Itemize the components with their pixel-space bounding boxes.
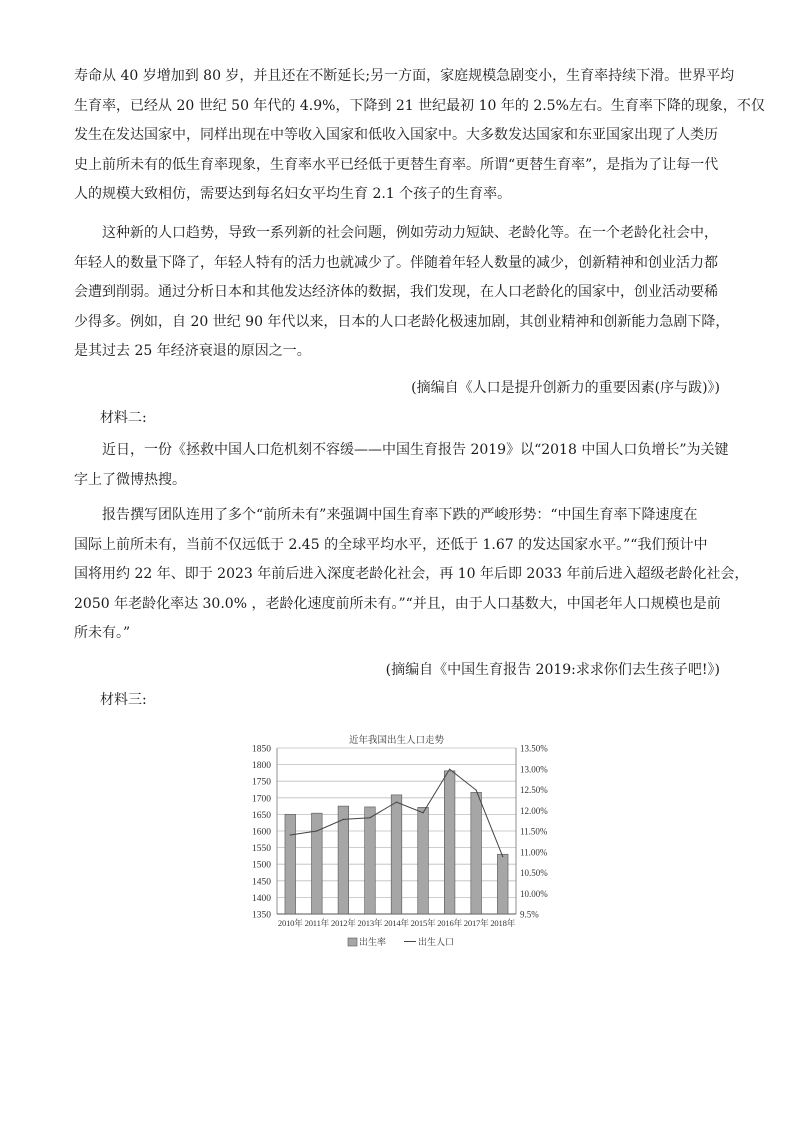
text-line: 年轻人的数量下降了，年轻人特有的活力也就减少了。伴随着年轻人数量的减少，创新精神和创业活力都 — [74, 254, 718, 271]
text-line: 是其过去 25 年经济衰退的原因之一。 — [74, 343, 311, 359]
x-axis-tick-label: 2011年 — [304, 918, 330, 928]
birth-population-chart — [236, 730, 572, 960]
left-axis-tick-label: 1850 — [252, 744, 271, 755]
bar-birth-rate — [391, 795, 402, 914]
bar-birth-rate — [444, 771, 455, 914]
point-birth-population — [476, 790, 477, 791]
point-birth-population — [369, 817, 370, 818]
right-axis-tick-label: 11.00% — [520, 847, 548, 858]
source-citation-2: (摘编自《中国生育报告 2019:求求你们去生孩子吧!》) — [385, 662, 720, 678]
left-axis-tick-label: 1350 — [252, 910, 271, 921]
point-birth-population — [422, 812, 423, 813]
chart-svg — [236, 730, 572, 960]
bar-birth-rate — [312, 813, 323, 914]
right-axis-tick-label: 9.5% — [520, 909, 539, 920]
point-birth-population — [316, 830, 317, 831]
left-axis-tick-label: 1750 — [252, 777, 271, 788]
right-axis-tick-label: 11.50% — [520, 826, 548, 837]
bar-birth-rate — [418, 807, 429, 914]
left-axis-tick-label: 1400 — [252, 893, 271, 904]
paragraph-4 — [74, 501, 749, 649]
bar-birth-rate — [497, 854, 508, 914]
text-line: 发生在发达国家中，同样出现在中等收入国家和低收入国家中。大多数发达国家和东亚国家出现了人类历 — [74, 127, 718, 143]
text-line: 近日，一份《拯救中国人口危机刻不容缓——中国生育报告 2019》以“2018 中国人口负增长”为关键 — [102, 442, 729, 458]
left-axis-tick-label: 1550 — [252, 844, 271, 855]
left-axis-tick-label: 1800 — [252, 761, 271, 772]
left-axis-tick-label: 1450 — [252, 877, 271, 888]
right-axis-tick-label: 13.50% — [520, 743, 548, 754]
left-axis-tick-label: 1650 — [252, 810, 271, 821]
text-line: 寿命从 40 岁增加到 80 岁，并且还在不断延长;另一方面，家庭规模急剧变小，生育率持续下滑。世界平均 — [74, 68, 735, 84]
chart-title: 近年我国出生人口走势 — [348, 736, 445, 746]
paragraph-3 — [74, 436, 729, 495]
x-axis-tick-label: 2010年 — [277, 918, 303, 928]
text-line: 史上前所未有的低生育率现象，生育率水平已经低于更替生育率。所谓“更替生育率”，是指为了让每一代 — [74, 156, 719, 173]
text-line: 生育率，已经从 20 世纪 50 年代的 4.9%，下降到 21 世纪最初 10 年的 2.5%左右。生育率下降的现象，不仅 — [74, 97, 765, 114]
paragraph-2 — [74, 219, 730, 367]
x-axis-tick-label: 2016年 — [437, 918, 463, 928]
left-axis-tick-label: 1700 — [252, 794, 271, 805]
x-axis-tick-label: 2014年 — [384, 918, 409, 928]
right-axis-tick-label: 12.50% — [520, 785, 548, 795]
right-axis-tick-label: 13.00% — [520, 764, 548, 775]
legend-swatch-bar — [348, 938, 357, 946]
text-line: 国将用约 22 年、即于 2023 年前后进入深度老龄化社会，再 10 年后即 2033 年前后进入超级老龄化社会， — [74, 566, 749, 582]
x-axis-tick-label: 2015年 — [410, 918, 436, 928]
material-2-label: 材料二: — [100, 410, 147, 426]
x-axis-tick-label: 2017年 — [463, 918, 489, 928]
text-line: 少得多。例如，自 20 世纪 90 年代以来，日本的人口老龄化极速加剧，其创业精神和创新能力急剧下降， — [74, 313, 730, 330]
right-axis-tick-label: 10.50% — [520, 868, 548, 878]
text-line: 报告撰写团队连用了多个“前所未有”来强调中国生育率下跌的严峻形势：“中国生育率下降速度在 — [102, 507, 698, 523]
text-line: 2050 年老龄化率达 30.0% ，老龄化速度前所未有。”“并且，由于人口基数大，中国老年人口规模也是前 — [74, 595, 721, 612]
left-axis-tick-label: 1600 — [252, 827, 271, 838]
point-birth-population — [396, 802, 397, 803]
left-axis-tick-label: 1500 — [252, 860, 271, 871]
x-axis-tick-label: 2013年 — [357, 918, 383, 928]
text-line: 国际上前所未有，当前不仅远低于 2.45 的全球平均水平，还低于 1.67 的发达国家水平。”“我们预计中 — [74, 536, 708, 553]
legend-label-birth-rate: 出生率 — [359, 937, 387, 947]
point-birth-population — [343, 819, 344, 820]
bar-birth-rate — [338, 806, 349, 914]
text-line: 所未有。” — [74, 625, 131, 641]
material-3-label: 材料三: — [100, 692, 147, 708]
x-axis-tick-label: 2018年 — [490, 918, 516, 928]
text-line: 会遭到削弱。通过分析日本和其他发达经济体的数据，我们发现，在人口老龄化的国家中，创业活动要稀 — [74, 284, 718, 300]
legend-label-births: 出生人口 — [418, 937, 455, 947]
bar-birth-rate — [285, 814, 296, 914]
paragraph-1 — [74, 62, 765, 210]
point-birth-population — [290, 834, 291, 835]
text-line: 人的规模大致相仿，需要达到每名妇女平均生育 2.1 个孩子的生育率。 — [74, 186, 512, 202]
bar-birth-rate — [365, 807, 376, 914]
point-birth-population — [502, 856, 503, 857]
text-line: 字上了微博热搜。 — [74, 471, 186, 488]
text-line: 这种新的人口趋势，导致一系列新的社会问题，例如劳动力短缺、老龄化等。在一个老龄化社会中， — [102, 225, 718, 241]
point-birth-population — [449, 769, 450, 770]
x-axis-tick-label: 2012年 — [330, 918, 356, 928]
right-axis-tick-label: 10.00% — [520, 888, 548, 899]
bar-birth-rate — [471, 792, 482, 914]
right-axis-tick-label: 12.00% — [520, 805, 548, 816]
source-citation-1: (摘编自《人口是提升创新力的重要因素(序与跋)》) — [411, 380, 720, 396]
